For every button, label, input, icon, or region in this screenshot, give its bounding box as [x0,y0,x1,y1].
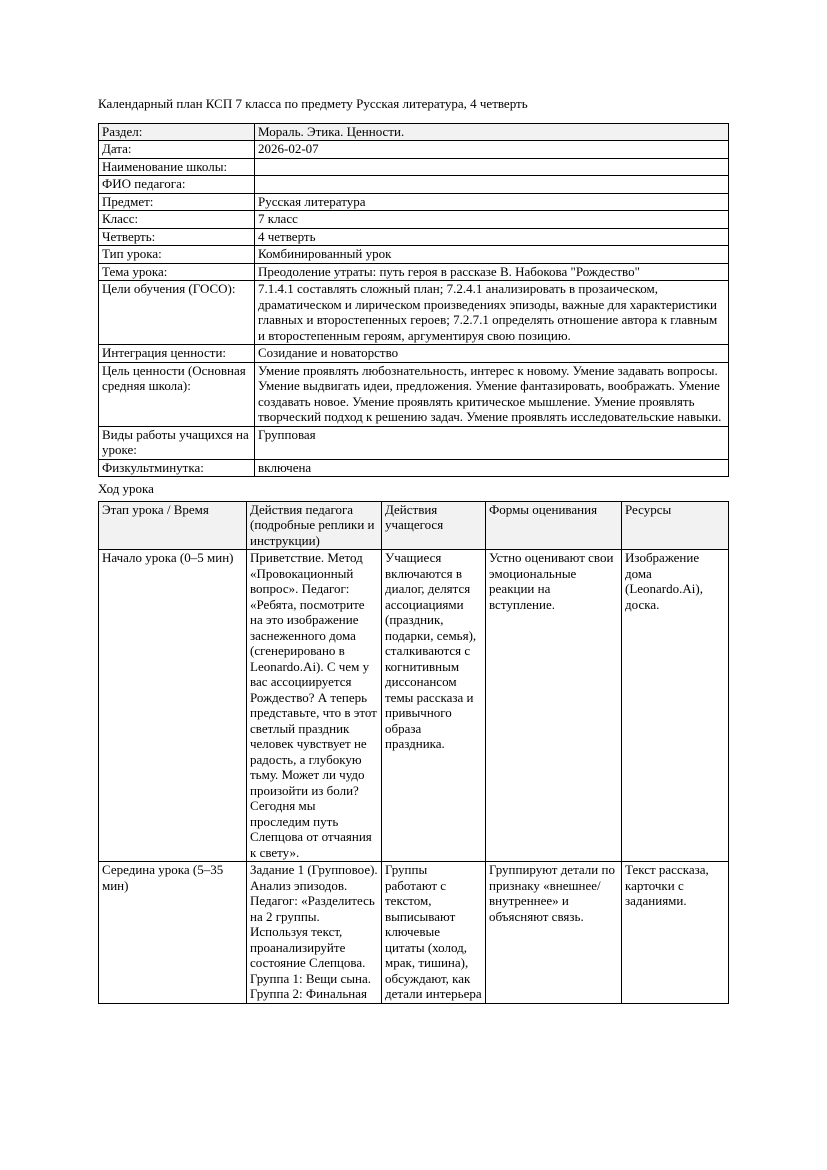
assessment-cell: Устно оценивают свои эмоциональные реакции на вступление. [486,550,622,862]
table-row [99,228,729,246]
lesson-flow-table [98,501,729,1004]
info-value: Мораль. Этика. Ценности. [255,123,729,141]
table-row [99,176,729,194]
info-value: 2026-02-07 [255,141,729,159]
table-row [99,345,729,363]
info-value: Групповая [255,426,729,459]
info-label: Наименование школы: [99,158,255,176]
column-header-stage: Этап урока / Время [99,501,247,550]
info-value: Комбинированный урок [255,246,729,264]
table-row [99,426,729,459]
table-row [99,550,729,862]
info-label: Тип урока: [99,246,255,264]
table-row [99,193,729,211]
student-actions-cell: Учащиеся включаются в диалог, делятся ассоциациями (праздник, подарки, семья), сталкиваются с когнитивным диссонансом темы рассказа и привычного образа праздника. [382,550,486,862]
lesson-info-table [98,123,729,478]
document-title: Календарный план КСП 7 класса по предмету Русская литература, 4 четверть [98,96,528,111]
info-label: ФИО педагога: [99,176,255,194]
info-label: Цели обучения (ГОСО): [99,281,255,345]
column-header-resources: Ресурсы [622,501,729,550]
info-label: Интеграция ценности: [99,345,255,363]
info-label: Цель ценности (Основная средняя школа): [99,362,255,426]
info-value [255,176,729,194]
stage-cell: Начало урока (0–5 мин) [99,550,247,862]
table-row [99,281,729,345]
info-value: Преодоление утраты: путь героя в рассказе В. Набокова "Рождество" [255,263,729,281]
info-value: 4 четверть [255,228,729,246]
column-header-assessment: Формы оценивания [486,501,622,550]
stage-cell: Середина урока (5–35 мин) [99,862,247,1004]
teacher-actions-cell: Задание 1 (Групповое). Анализ эпизодов. Педагог: «Разделитесь на 2 группы. Используя текст, проанализируйте состояние Слепцова. Группа 1: Вещи сына. Группа 2: Финальная [247,862,382,1004]
info-label: Дата: [99,141,255,159]
info-value: Созидание и новаторство [255,345,729,363]
table-row [99,123,729,141]
column-header-teacher-actions: Действия педагога (подробные реплики и инструкции) [247,501,382,550]
student-actions-cell: Группы работают с текстом, выписывают ключевые цитаты (холод, мрак, тишина), обсуждают, как детали интерьера [382,862,486,1004]
resources-cell: Текст рассказа, карточки с заданиями. [622,862,729,1004]
info-value [255,158,729,176]
table-row [99,263,729,281]
info-value: 7 класс [255,211,729,229]
assessment-cell: Группируют детали по признаку «внешнее/внутреннее» и объясняют связь. [486,862,622,1004]
info-label: Раздел: [99,123,255,141]
info-value: Русская литература [255,193,729,211]
table-row [99,158,729,176]
section-heading: Ход урока [98,481,154,496]
document-content [98,96,728,1004]
info-label: Предмет: [99,193,255,211]
column-header-student-actions: Действия учащегося [382,501,486,550]
info-label: Физкультминутка: [99,459,255,477]
table-header-row [99,501,729,550]
resources-cell: Изображение дома (Leonardo.Ai), доска. [622,550,729,862]
info-label: Класс: [99,211,255,229]
info-value: 7.1.4.1 составлять сложный план; 7.2.4.1 анализировать в прозаическом, драматическом и лирическом произведениях эпизоды, важные для характеристики главных и второстепенных героев; 7.2.7.1 определять отношение автора к главным и второстепенным героям, аргументируя свою позицию. [255,281,729,345]
info-label: Виды работы учащихся на уроке: [99,426,255,459]
table-row [99,141,729,159]
table-row [99,362,729,426]
info-value: Умение проявлять любознательность, интерес к новому. Умение задавать вопросы. Умение выдвигать идеи, предложения. Умение фантазировать, воображать. Умение создавать новое. Умение проявлять критическое мышление. Умение проявлять творческий подход к решению задач. Умение проявлять исследовательские навыки. [255,362,729,426]
teacher-actions-cell: Приветствие. Метод «Провокационный вопрос». Педагог: «Ребята, посмотрите на это изображение заснеженного дома (сгенерировано в Leonardo.Ai). С чем у вас ассоциируется Рождество? А теперь представьте, что в этот светлый праздник человек чувствует не радость, а глубокую тьму. Может ли чудо произойти из боли? Сегодня мы проследим путь Слепцова от отчаяния к свету». [247,550,382,862]
info-label: Четверть: [99,228,255,246]
table-row [99,246,729,264]
info-value: включена [255,459,729,477]
info-label: Тема урока: [99,263,255,281]
table-row [99,459,729,477]
table-row [99,211,729,229]
table-row [99,862,729,1004]
